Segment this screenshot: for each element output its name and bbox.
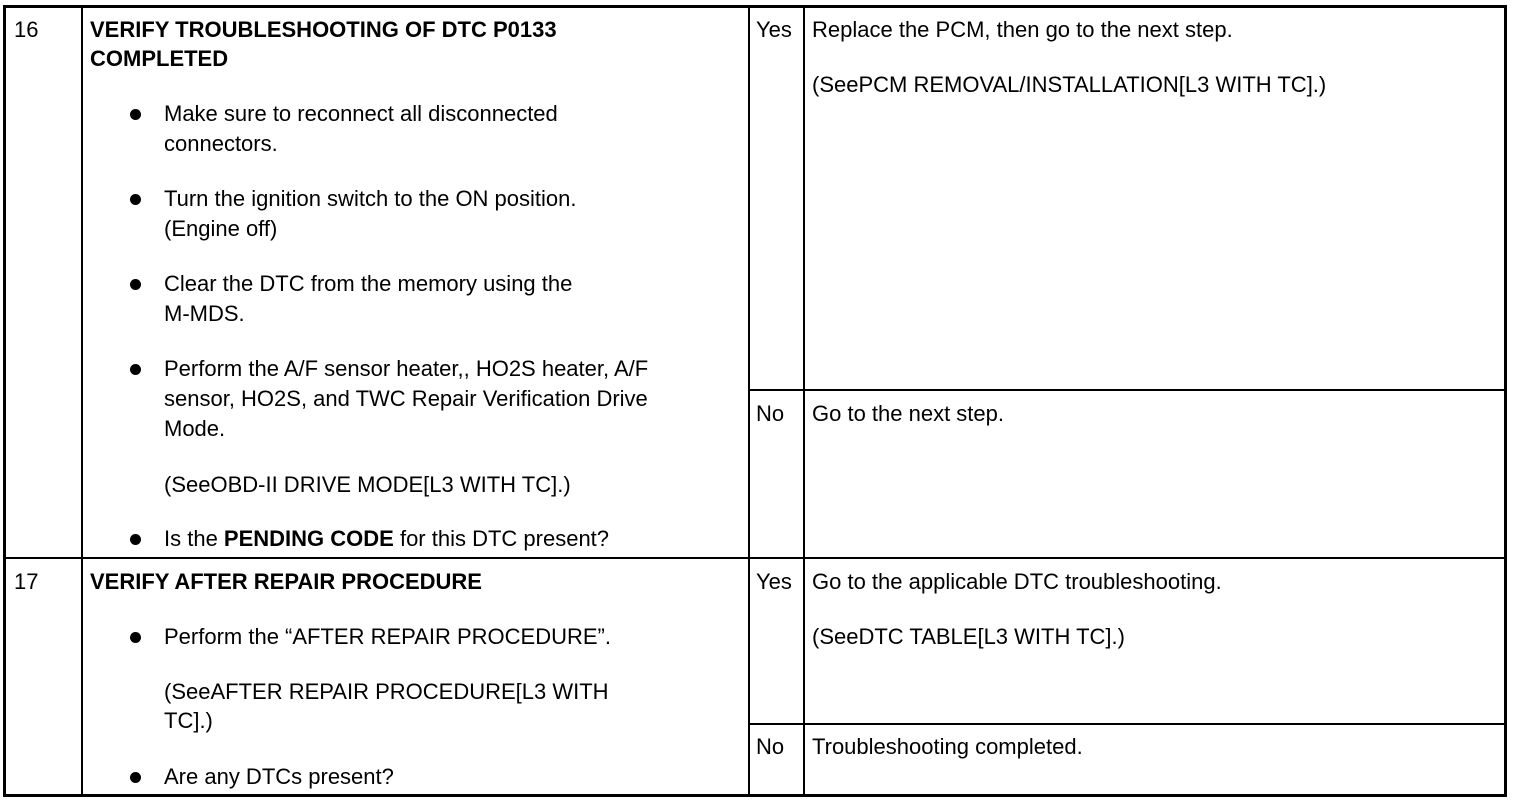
bullet-icon bbox=[130, 194, 141, 205]
step-heading-line1: VERIFY TROUBLESHOOTING OF DTC P0133 bbox=[90, 17, 557, 42]
step-heading-line1: VERIFY AFTER REPAIR PROCEDURE bbox=[90, 569, 482, 594]
bullet-text-line2: M-MDS. bbox=[164, 301, 245, 326]
result-divider-row16 bbox=[750, 389, 1507, 391]
yes-action-text: Go to the applicable DTC troubleshooting. bbox=[812, 569, 1222, 594]
question-text bbox=[164, 524, 724, 554]
reference-link-pcm-removal[interactable]: (SeePCM REMOVAL/INSTALLATION[L3 WITH TC].) bbox=[812, 72, 1327, 97]
bullet-text-line2: (Engine off) bbox=[164, 216, 278, 241]
reference-link-dtc-table[interactable]: (SeeDTC TABLE[L3 WITH TC].) bbox=[812, 624, 1125, 649]
reference-link-obd-drive-mode[interactable]: (SeeOBD-II DRIVE MODE[L3 WITH TC].) bbox=[164, 472, 571, 497]
yes-label: Yes bbox=[756, 569, 792, 594]
question-prefix: Is the bbox=[164, 526, 224, 551]
reference-link-after-repair-line1[interactable]: (SeeAFTER REPAIR PROCEDURE[L3 WITH bbox=[164, 679, 609, 704]
step-heading-line2: COMPLETED bbox=[90, 46, 229, 71]
bullet-text-line2: sensor, HO2S, and TWC Repair Verification Drive bbox=[164, 386, 648, 411]
bullet-text-line1: Are any DTCs present? bbox=[164, 764, 394, 789]
yes-action-text: Replace the PCM, then go to the next step. bbox=[812, 17, 1233, 42]
no-action-text: Go to the next step. bbox=[812, 401, 1005, 426]
bullet-text-line1: Make sure to reconnect all disconnected bbox=[164, 101, 558, 126]
result-divider-row17 bbox=[750, 723, 1507, 725]
bullet-text-line1: Clear the DTC from the memory using the bbox=[164, 271, 573, 296]
no-action-text: Troubleshooting completed. bbox=[812, 734, 1083, 759]
bullet-icon bbox=[130, 279, 141, 290]
bullet-text-line3: Mode. bbox=[164, 416, 226, 441]
bullet-text-line1: Perform the “AFTER REPAIR PROCEDURE”. bbox=[164, 624, 611, 649]
row-divider bbox=[3, 557, 1507, 559]
yes-label: Yes bbox=[756, 17, 792, 42]
column-divider-answer bbox=[803, 5, 805, 797]
bullet-text-line1: Turn the ignition switch to the ON position. bbox=[164, 186, 577, 211]
question-suffix: for this DTC present? bbox=[393, 526, 610, 551]
bullet-icon bbox=[130, 772, 141, 783]
bullet-icon bbox=[130, 109, 141, 120]
bullet-text-line1: Perform the A/F sensor heater,, HO2S heater, A/F bbox=[164, 356, 649, 381]
bullet-icon bbox=[130, 364, 141, 375]
bullet-icon bbox=[130, 534, 141, 545]
step-number: 16 bbox=[14, 17, 39, 42]
question-bold: PENDING CODE bbox=[223, 526, 394, 551]
no-label: No bbox=[756, 401, 785, 426]
column-divider-action bbox=[748, 5, 750, 797]
step-number: 17 bbox=[14, 569, 39, 594]
column-divider-step bbox=[81, 5, 83, 797]
bullet-text-line2: connectors. bbox=[164, 131, 278, 156]
no-label: No bbox=[756, 734, 785, 759]
reference-link-after-repair-line2[interactable]: TC].) bbox=[164, 708, 213, 733]
bullet-icon bbox=[130, 632, 141, 643]
